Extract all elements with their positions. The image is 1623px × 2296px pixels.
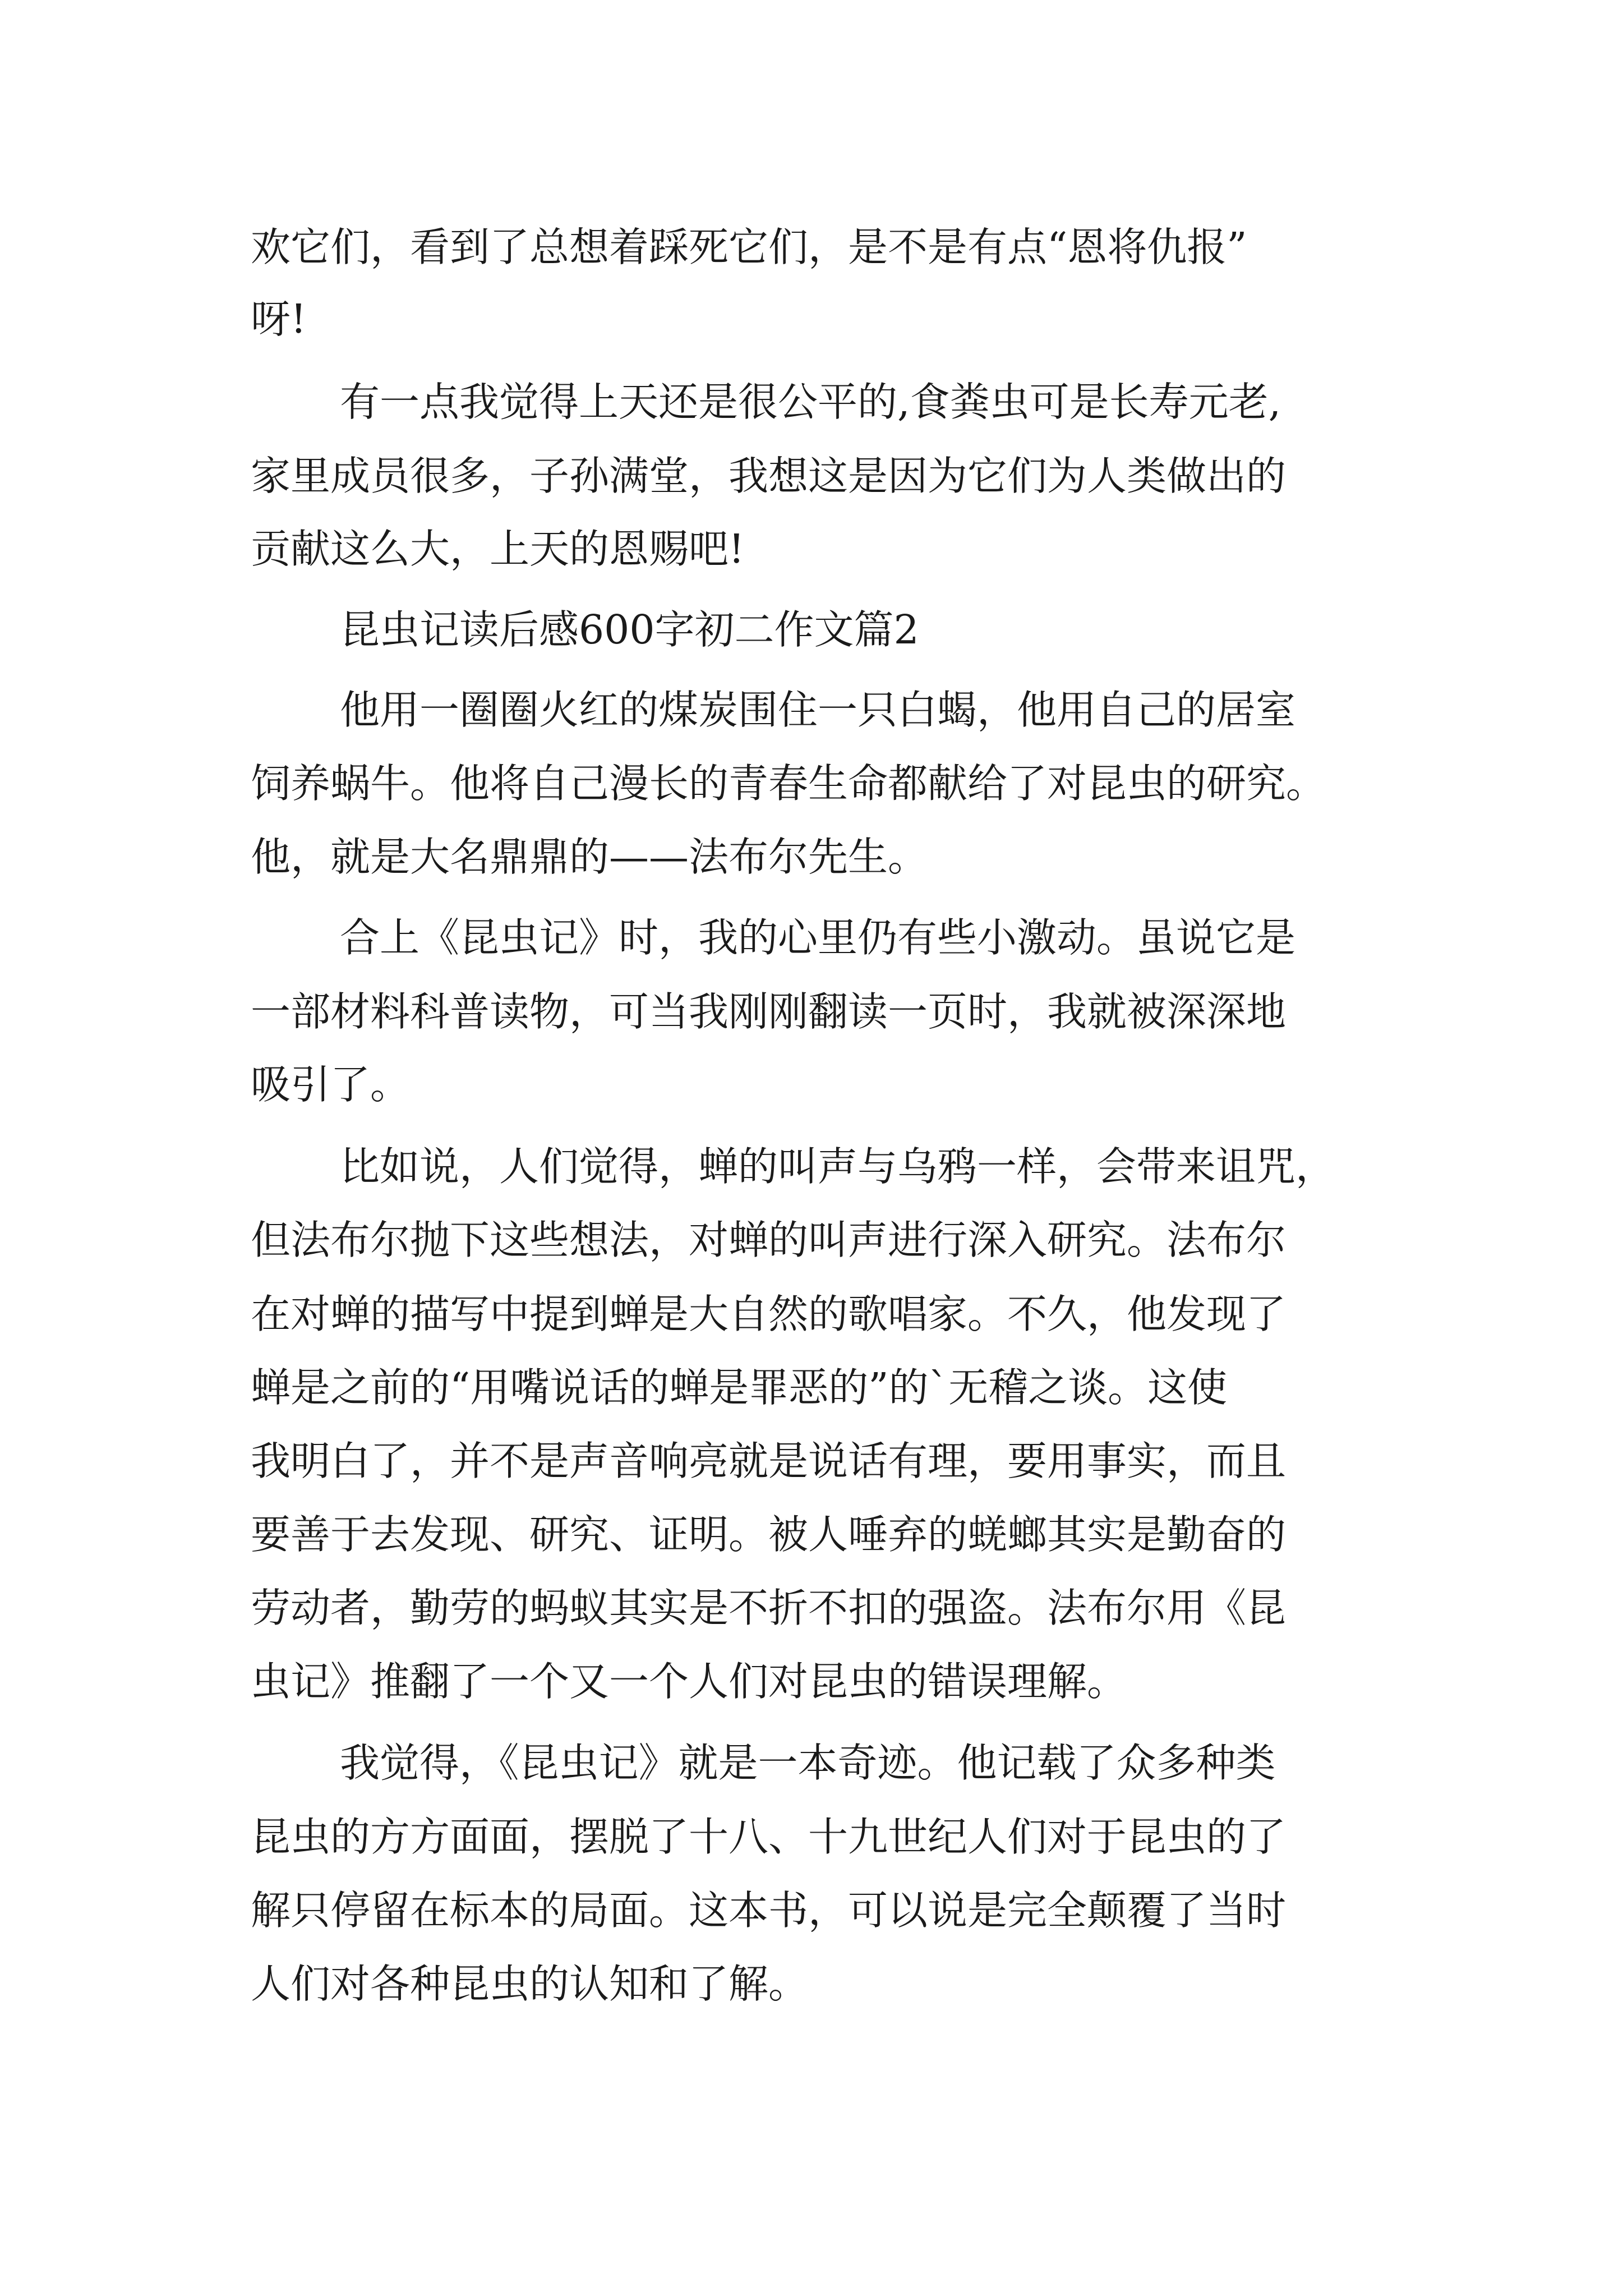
text-line: 解只停留在标本的局面。这本书，可以说是完全颠覆了当时 [251,1887,1287,1934]
section-heading: 昆虫记读后感600字初二作文篇2 [340,606,919,653]
text-line: 人们对各种昆虫的认知和了解。 [251,1961,809,2007]
text-line: 昆虫的方方面面，摆脱了十八、十九世纪人们对于昆虫的了 [251,1814,1287,1860]
text-line: 一部材料科普读物，可当我刚刚翻读一页时，我就被深深地 [251,988,1287,1035]
text-line: 我明白了，并不是声音响亮就是说话有理，要用事实，而且 [251,1438,1287,1484]
text-line: 我觉得，《昆虫记》就是一本奇迹。他记载了众多种类 [340,1740,1276,1786]
text-line: 劳动者，勤劳的蚂蚁其实是不折不扣的强盗。法布尔用《昆 [251,1585,1287,1631]
text-line: 有一点我觉得上天还是很公平的,食粪虫可是长寿元老, [340,379,1281,425]
text-line: 欢它们，看到了总想着踩死它们，是不是有点“恩将仇报” [251,224,1247,270]
text-line: 呀! [251,296,307,342]
text-line: 要善于去发现、研究、证明。被人唾弃的蜣螂其实是勤奋的 [251,1511,1287,1558]
text-line: 但法布尔抛下这些想法，对蝉的叫声进行深入研究。法布尔 [251,1217,1287,1263]
text-line: 他，就是大名鼎鼎的——法布尔先生。 [251,834,928,880]
text-line: 虫记》推翻了一个又一个人们对昆虫的错误理解。 [251,1658,1127,1705]
text-line: 饲养蜗牛。他将自己漫长的青春生命都献给了对昆虫的研究。 [251,760,1326,807]
text-line: 贡献这么大，上天的恩赐吧! [251,526,745,572]
text-line: 蝉是之前的“用嘴说话的蝉是罪恶的”的`无稽之谈。这使 [251,1364,1228,1411]
text-line: 家里成员很多，子孙满堂，我想这是因为它们为人类做出的 [251,453,1287,499]
text-line: 吸引了。 [251,1061,411,1108]
text-line: 他用一圈圈火红的煤炭围住一只白蝎，他用自己的居室 [340,687,1296,733]
text-line: 在对蝉的描写中提到蝉是大自然的歌唱家。不久，他发现了 [251,1291,1287,1337]
text-line: 合上《昆虫记》时，我的心里仍有些小激动。虽说它是 [340,914,1296,961]
text-line: 比如说，人们觉得，蝉的叫声与乌鸦一样，会带来诅咒， [340,1143,1336,1190]
